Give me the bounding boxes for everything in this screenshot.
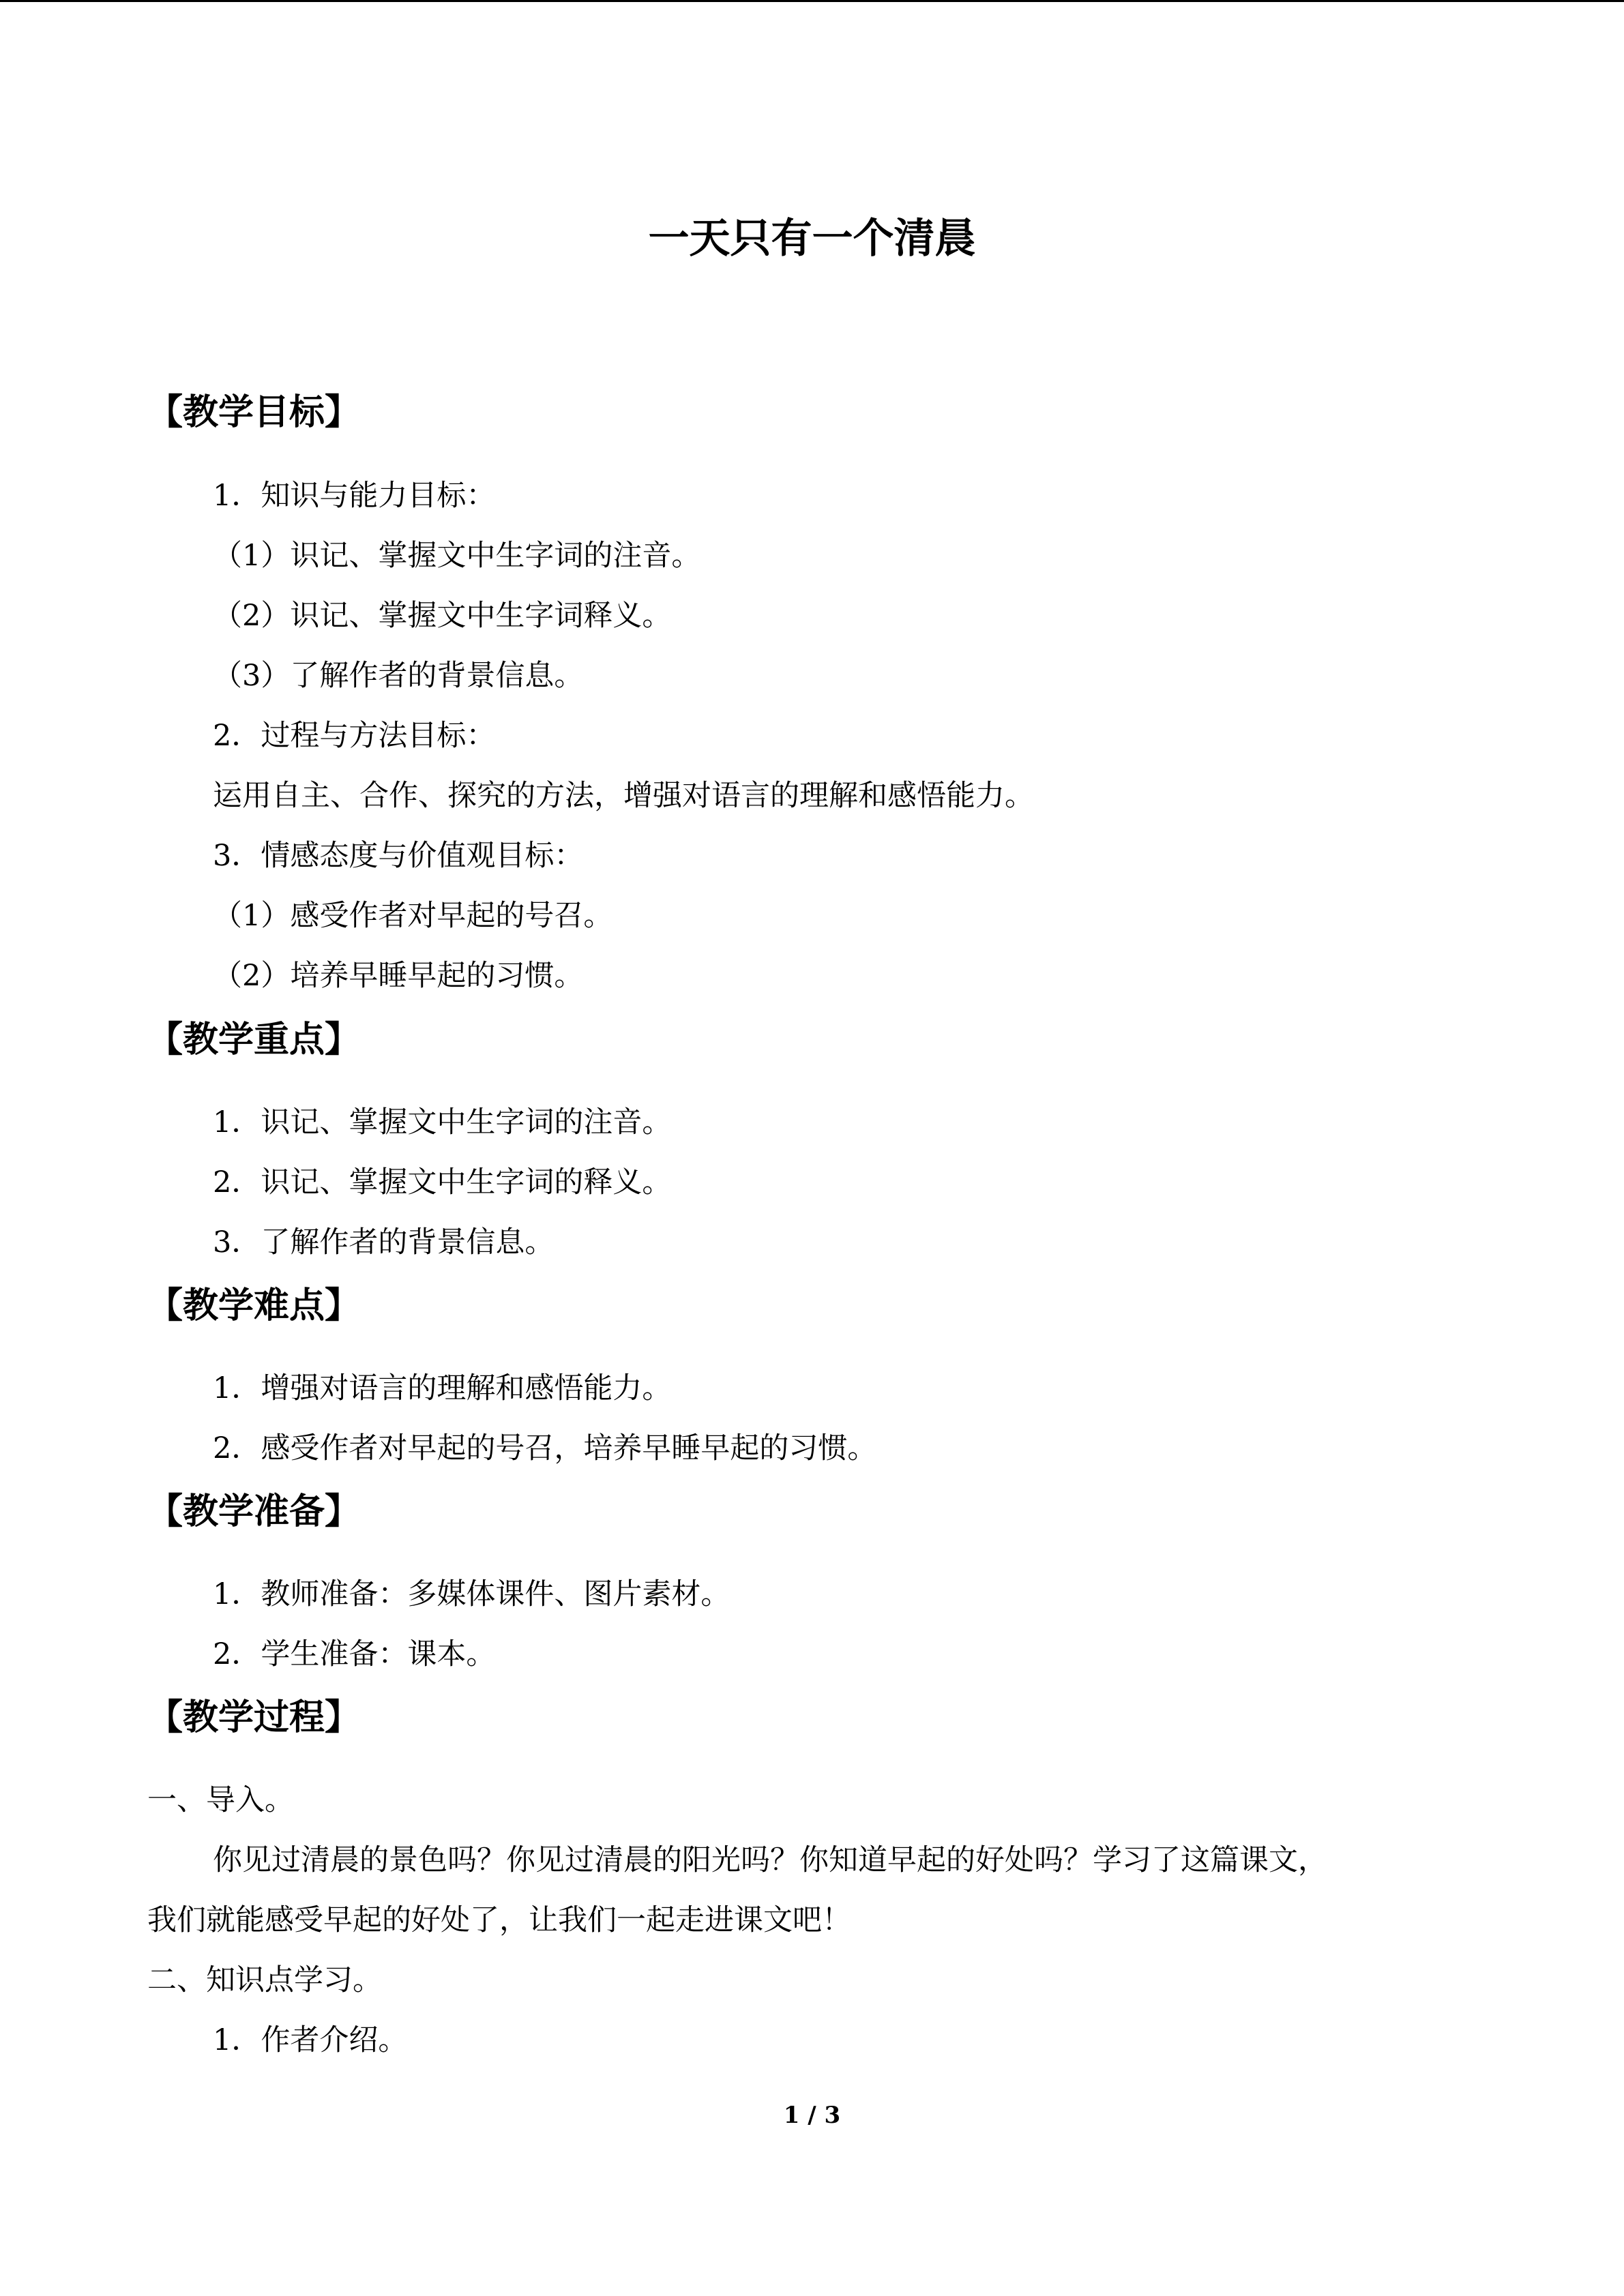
page-number: 1 / 3 (783, 2102, 841, 2129)
key-points-line: 3．了解作者的背景信息。 (213, 1225, 555, 1259)
preparation-line: 2．学生准备：课本。 (213, 1637, 496, 1671)
process-paragraph-line: 我们就能感受早起的好处了，让我们一起走进课文吧！ (147, 1903, 851, 1937)
difficulties-line: 1．增强对语言的理解和感悟能力。 (213, 1371, 672, 1405)
objectives-heading: 【教学目标】 (147, 392, 361, 433)
difficulties-heading: 【教学难点】 (147, 1285, 361, 1326)
process-paragraph-line: 你见过清晨的景色吗？你见过清晨的阳光吗？你知道早起的好处吗？学习了这篇课文， (213, 1843, 1327, 1877)
page-top-border (0, 0, 1624, 2)
process-line: 二、知识点学习。 (147, 1963, 382, 1997)
preparation-line: 1．教师准备：多媒体课件、图片素材。 (213, 1577, 730, 1611)
objectives-line: 3．情感态度与价值观目标： (213, 839, 584, 873)
objectives-line: （2）培养早睡早起的习惯。 (213, 959, 584, 993)
process-heading: 【教学过程】 (147, 1697, 361, 1738)
key-points-line: 2．识记、掌握文中生字词的释义。 (213, 1165, 672, 1199)
preparation-heading: 【教学准备】 (147, 1491, 361, 1532)
objectives-line: 1．知识与能力目标： (213, 479, 496, 513)
objectives-line: 运用自主、合作、探究的方法，增强对语言的理解和感悟能力。 (213, 779, 1034, 813)
process-line: 一、导入。 (147, 1783, 294, 1817)
key-points-line: 1．识记、掌握文中生字词的注音。 (213, 1105, 672, 1139)
document-title: 一天只有一个清晨 (648, 215, 976, 263)
objectives-line: （1）识记、掌握文中生字词的注音。 (213, 539, 701, 573)
key-points-heading: 【教学重点】 (147, 1019, 361, 1060)
objectives-line: （2）识记、掌握文中生字词释义。 (213, 599, 672, 633)
objectives-line: 2．过程与方法目标： (213, 719, 496, 753)
process-line: 1．作者介绍。 (213, 2023, 408, 2057)
difficulties-line: 2．感受作者对早起的号召，培养早睡早起的习惯。 (213, 1431, 877, 1465)
objectives-line: （3）了解作者的背景信息。 (213, 659, 584, 693)
objectives-line: （1）感受作者对早起的号召。 (213, 899, 613, 933)
